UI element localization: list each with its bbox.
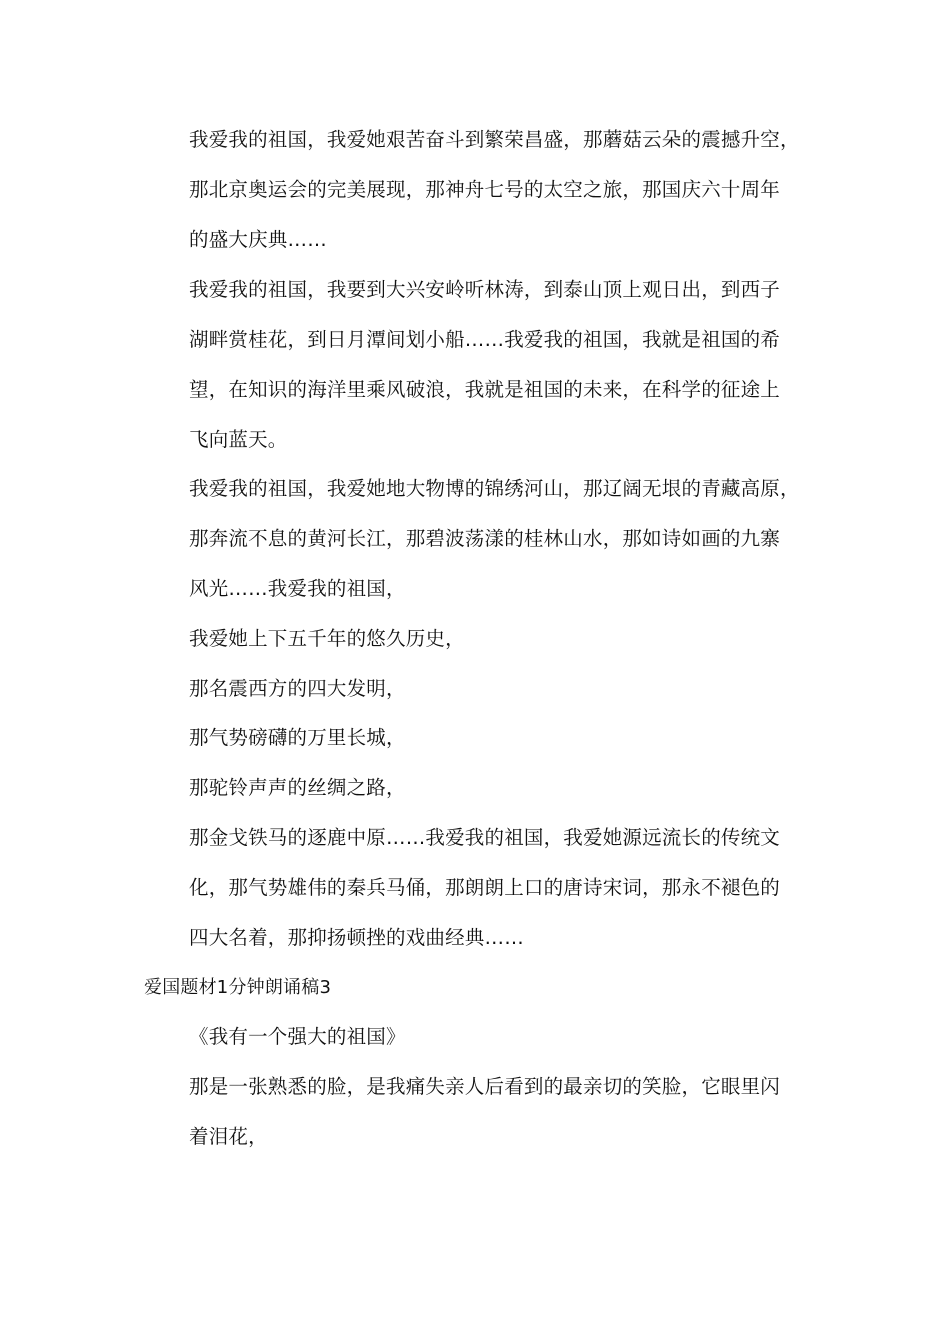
text-line: 那气势磅礴的万里长城， [189, 726, 406, 749]
text-line: 我爱我的祖国，我要到大兴安岭听林涛，到泰山顶上观日出，到西子 [189, 278, 781, 301]
text-line: 那北京奥运会的完美展现，那神舟七号的太空之旅，那国庆六十周年 [189, 178, 781, 201]
text-line: 风光……我爱我的祖国， [189, 577, 406, 600]
text-line: 四大名着，那抑扬顿挫的戏曲经典…… [189, 926, 524, 949]
text-line: 那奔流不息的黄河长江，那碧波荡漾的桂林山水，那如诗如画的九寨 [189, 527, 781, 550]
text-line: 着泪花， [189, 1125, 268, 1148]
poem-title: 《我有一个强大的祖国》 [189, 1025, 406, 1048]
text-line: 化，那气势雄伟的秦兵马俑，那朗朗上口的唐诗宋词，那永不褪色的 [189, 876, 781, 899]
text-line: 我爱我的祖国，我爱她艰苦奋斗到繁荣昌盛，那蘑菇云朵的震撼升空， [189, 128, 800, 151]
text-line: 那名震西方的四大发明， [189, 677, 406, 700]
text-line: 望，在知识的海洋里乘风破浪，我就是祖国的未来，在科学的征途上 [189, 378, 781, 401]
text-line: 我爱她上下五千年的悠久历史， [189, 627, 465, 650]
text-line: 的盛大庆典…… [189, 228, 327, 251]
text-line: 那是一张熟悉的脸，是我痛失亲人后看到的最亲切的笑脸，它眼里闪 [189, 1075, 781, 1098]
section-heading: 爱国题材1分钟朗诵稿3 [144, 977, 332, 998]
text-line: 我爱我的祖国，我爱她地大物博的锦绣河山，那辽阔无垠的青藏高原， [189, 477, 800, 500]
text-line: 飞向蓝天。 [189, 428, 288, 451]
text-line: 那驼铃声声的丝绸之路， [189, 776, 406, 799]
text-line: 那金戈铁马的逐鹿中原……我爱我的祖国，我爱她源远流长的传统文 [189, 826, 781, 849]
text-line: 湖畔赏桂花，到日月潭间划小船……我爱我的祖国，我就是祖国的希 [189, 328, 781, 351]
